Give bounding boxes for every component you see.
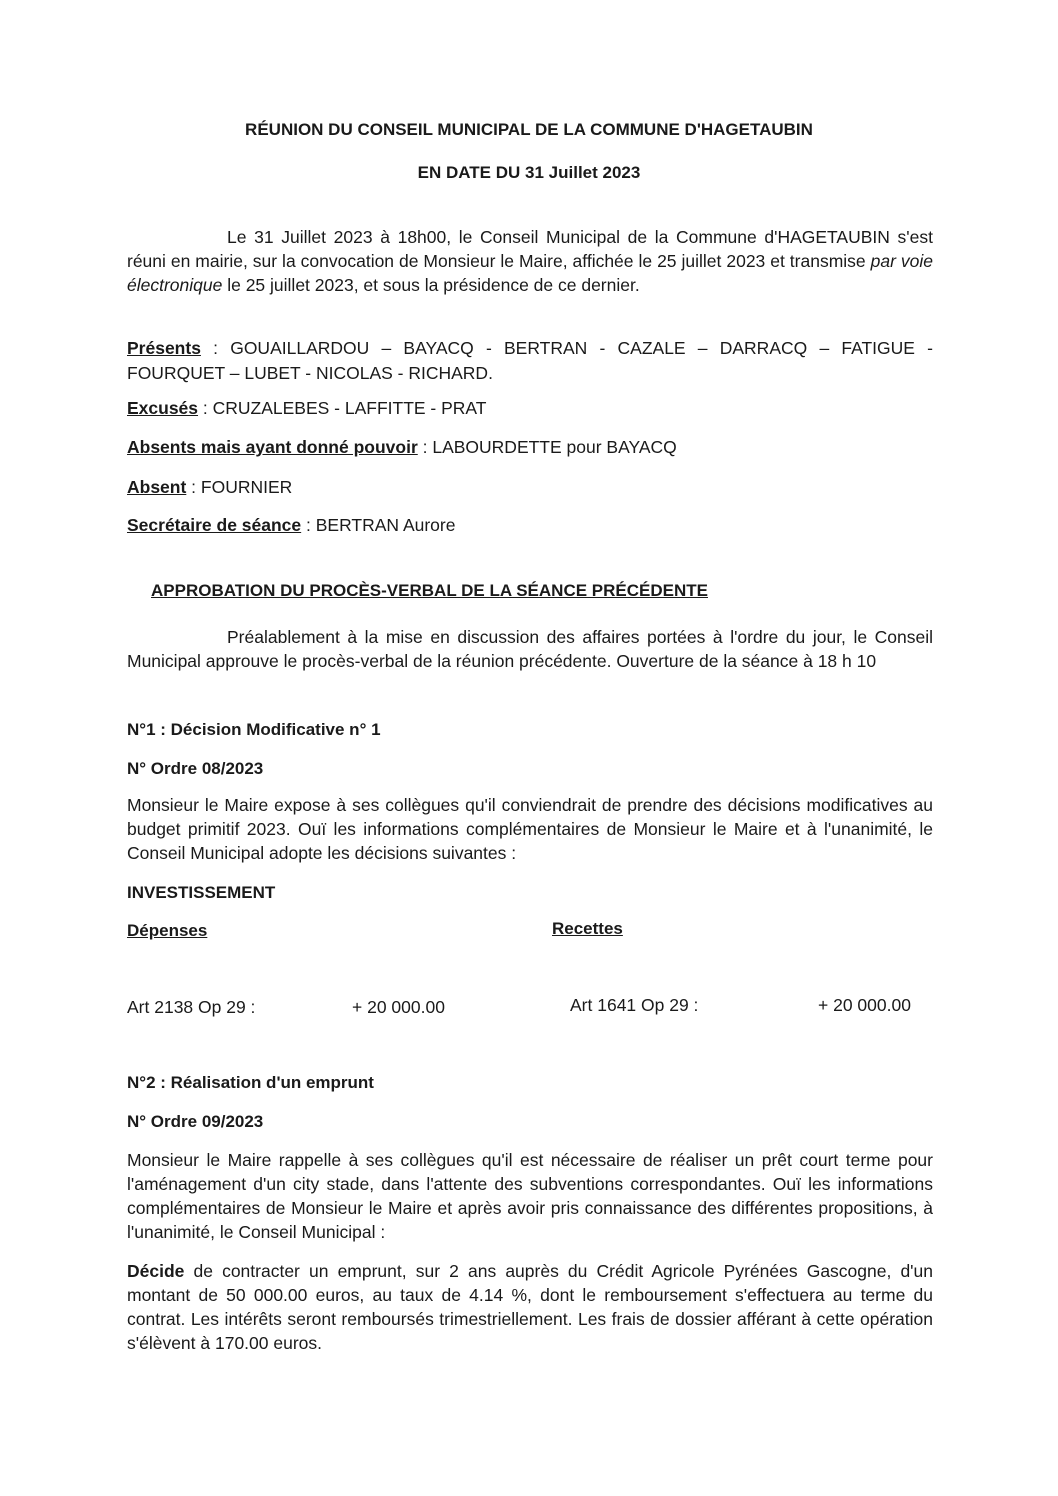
depenses-label: Dépenses — [127, 921, 208, 940]
decide-text: de contracter un emprunt, sur 2 ans auprès du Crédit Agricole Pyrénées Gascogne, d'un montant de 50 000.00 euros, au taux de 4.14 %, dont le remboursement s'effectuera au terme du contrat. Les intérêts seront remboursés trimestriellement. Les frais de dossier afférant à cette opération s'élèvent à 170.00 euros. — [127, 1261, 933, 1353]
absent-value: : FOURNIER — [186, 477, 293, 497]
excuses-value: : CRUZALEBES - LAFFITTE - PRAT — [198, 398, 487, 418]
item2-paragraph: Monsieur le Maire rappelle à ses collègues qu'il est nécessaire de réaliser un prêt court terme pour l'aménagement d'un city stade, dans l'attente des subventions correspondantes. Ouï les informations complémentaires de Monsieur le Maire et après avoir pris connaissance des différentes propositions, à l'unanimité, le Conseil Municipal : — [127, 1150, 933, 1242]
pouvoir-line — [127, 437, 677, 458]
approbation-text: Préalablement à la mise en discussion des affaires portées à l'ordre du jour, le Conseil Municipal approuve le procès-verbal de la réunion précédente. Ouverture de la séance à 18 h 10 — [127, 627, 933, 671]
item2-decide-paragraph — [127, 1259, 933, 1355]
excuses-label: Excusés — [127, 398, 199, 418]
document-title: RÉUNION DU CONSEIL MUNICIPAL DE LA COMMUNE D'HAGETAUBIN — [245, 120, 813, 139]
intro-text-1: Le 31 Juillet 2023 à 18h00, le Conseil Municipal de la Commune d'HAGETAUBIN s'est réuni en mairie, sur la convocation de Monsieur le Maire, affichée le 25 juillet 2023 et transmise — [127, 227, 933, 271]
item2-ordre: N° Ordre 09/2023 — [127, 1112, 264, 1131]
depense-amount: + 20 000.00 — [352, 997, 445, 1017]
item2-heading: N°2 : Réalisation d'un emprunt — [127, 1073, 374, 1092]
pouvoir-value: : LABOURDETTE pour BAYACQ — [417, 437, 677, 457]
investissement-heading: INVESTISSEMENT — [127, 883, 276, 902]
document-date: EN DATE DU 31 Juillet 2023 — [417, 163, 641, 182]
approbation-paragraph — [127, 625, 933, 673]
presents-line — [127, 336, 933, 386]
absent-label: Absent — [127, 477, 187, 497]
item1-paragraph: Monsieur le Maire expose à ses collègues qu'il conviendrait de prendre des décisions modificatives au budget primitif 2023. Ouï les informations complémentaires de Monsieur le Maire et à l'unanimité, le Conseil Municipal adopte les décisions suivantes : — [127, 795, 933, 863]
secretaire-label: Secrétaire de séance — [127, 515, 302, 535]
recette-article: Art 1641 Op 29 : — [570, 995, 699, 1015]
secretaire-line — [127, 515, 455, 536]
presents-value: : GOUAILLARDOU – BAYACQ - BERTRAN - CAZALE – DARRACQ – FATIGUE - FOURQUET – LUBET - NICOLAS - RICHARD. — [127, 338, 933, 383]
recette-amount: + 20 000.00 — [818, 995, 911, 1015]
excuses-line — [127, 398, 487, 419]
item1-ordre: N° Ordre 08/2023 — [127, 759, 264, 778]
approbation-heading: APPROBATION DU PROCÈS-VERBAL DE LA SÉANCE PRÉCÉDENTE — [151, 581, 708, 600]
presents-label: Présents — [127, 338, 201, 358]
depense-article: Art 2138 Op 29 : — [127, 997, 256, 1017]
recettes-label: Recettes — [552, 919, 623, 938]
intro-paragraph — [127, 225, 933, 297]
absent-line — [127, 477, 292, 498]
item1-heading: N°1 : Décision Modificative n° 1 — [127, 720, 381, 739]
intro-text-2: le 25 juillet 2023, et sous la présidence de ce dernier. — [222, 275, 640, 295]
decide-label: Décide — [127, 1261, 185, 1281]
intro-text-italic: par voie électronique — [127, 251, 934, 295]
pouvoir-label: Absents mais ayant donné pouvoir — [127, 437, 418, 457]
secretaire-value: : BERTRAN Aurore — [301, 515, 456, 535]
